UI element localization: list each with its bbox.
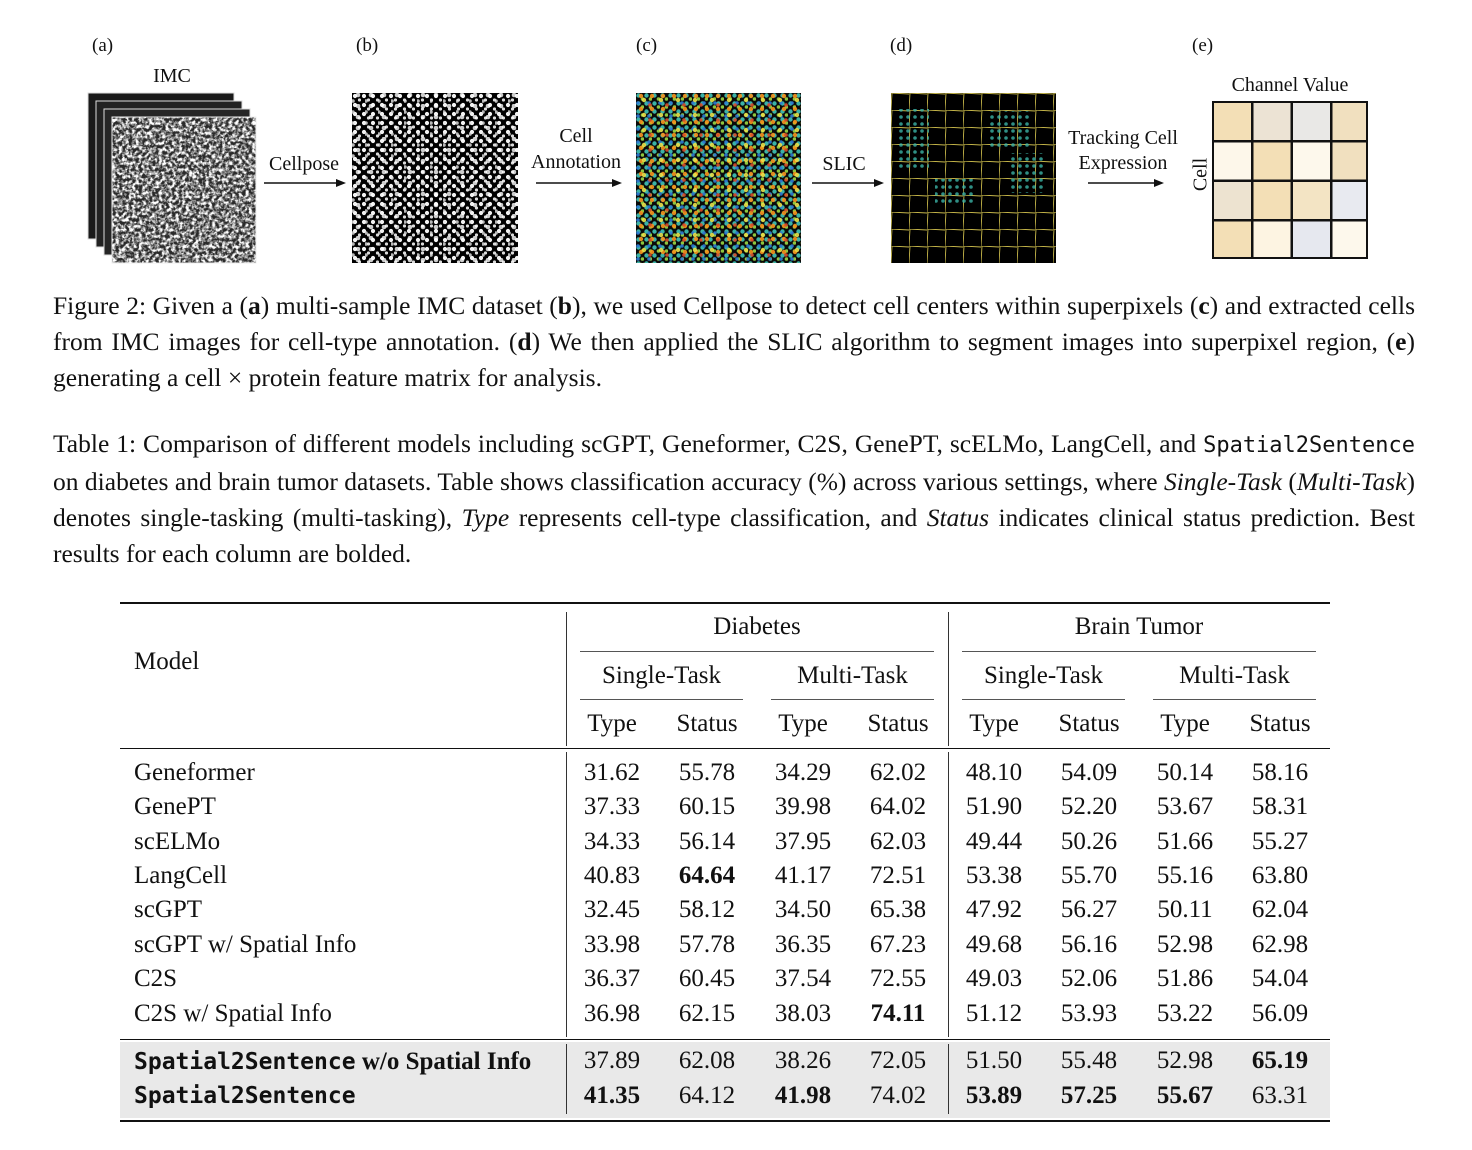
panel-label-b: (b) [356, 35, 379, 56]
subgroup-header: Multi-Task [797, 662, 908, 689]
table-cell: 41.17 [774, 862, 832, 889]
slic-superpixel-image [891, 93, 1056, 263]
table-cell: 53.38 [965, 862, 1023, 889]
matrix-cell [1254, 103, 1291, 140]
subgroup-header: Single-Task [983, 662, 1104, 689]
table-cell: 62.02 [869, 759, 927, 786]
table-cell: 53.93 [1060, 1000, 1118, 1027]
column-header-status: Status [867, 710, 929, 737]
table-cell: 55.78 [678, 759, 736, 786]
model-name: C2S w/ Spatial Info [134, 1000, 332, 1027]
table-mid-rule [120, 1039, 1330, 1040]
table-cell: 55.16 [1156, 862, 1214, 889]
column-header-type: Type [587, 710, 637, 737]
table-cell: 53.89 [965, 1082, 1023, 1109]
table-cell: 56.09 [1251, 1000, 1309, 1027]
arrow-label-slic: SLIC [822, 153, 866, 175]
column-header-type: Type [1160, 710, 1210, 737]
table-cell: 52.20 [1060, 793, 1118, 820]
matrix-cell [1293, 182, 1330, 219]
cell-channel-matrix [1212, 101, 1368, 259]
column-header-status: Status [1249, 710, 1311, 737]
table-bottom-rule [120, 1120, 1330, 1122]
table-cell: 74.11 [870, 1000, 926, 1027]
model-name: scGPT w/ Spatial Info [134, 931, 357, 958]
table-cell: 64.64 [678, 862, 736, 889]
matrix-cell [1333, 143, 1369, 180]
table-cell: 51.12 [965, 1000, 1023, 1027]
table-cell: 49.03 [965, 965, 1023, 992]
model-name: scGPT [134, 896, 203, 923]
table-cell: 60.15 [678, 793, 736, 820]
model-name: scELMo [134, 828, 221, 855]
table-cell: 65.19 [1251, 1047, 1309, 1074]
table-cell: 33.98 [583, 931, 641, 958]
table-cell: 58.31 [1251, 793, 1309, 820]
panel-label-e: (e) [1192, 35, 1214, 56]
table-cell: 52.06 [1060, 965, 1118, 992]
matrix-cell [1293, 103, 1330, 140]
table-cell: 62.03 [869, 828, 927, 855]
matrix-cell [1293, 222, 1330, 259]
table-cell: 32.45 [583, 896, 641, 923]
table-cell: 40.83 [583, 862, 641, 889]
table-cell: 55.27 [1251, 828, 1309, 855]
column-header-status: Status [676, 710, 738, 737]
matrix-cell [1333, 103, 1369, 140]
model-name-ours [134, 1048, 531, 1076]
table-cell: 39.98 [774, 793, 832, 820]
panel-label-a: (a) [92, 35, 114, 56]
table-cell: 51.50 [965, 1047, 1023, 1074]
model-header: Model [134, 648, 200, 675]
table-cell: 62.04 [1251, 896, 1309, 923]
matrix-cell [1254, 182, 1291, 219]
sub-rule [1153, 699, 1316, 700]
table-cell: 74.02 [869, 1082, 927, 1109]
figure-caption: Figure 2: Given a (a) multi-sample IMC dataset (b), we used Cellpose to detect cell centers within superpixels (c) and extracted cells from IMC images for cell-type annotation. (d) We then applied the SLIC algorithm to segment images into superpixel region, (e) generating a cell × protein feature matrix for analysis. [53, 291, 1415, 392]
table-cell: 62.98 [1251, 931, 1309, 958]
group-rule-brain [962, 651, 1316, 652]
table-cell: 55.70 [1060, 862, 1118, 889]
matrix-title: Channel Value [1231, 74, 1349, 96]
table-cell: 56.27 [1060, 896, 1118, 923]
arrow-right-icon [810, 177, 886, 189]
table-cell: 47.92 [965, 896, 1023, 923]
table-cell: 52.98 [1156, 1047, 1214, 1074]
subgroup-header: Single-Task [601, 662, 722, 689]
table-caption: Table 1: Comparison of different models including scGPT, Geneformer, C2S, GenePT, scELMo, LangCell, and Spatial2Sentence on diabetes and brain tumor datasets. Table shows classification accuracy (%) across various settings, where Single-Task (Multi-Task) denotes single-tasking (multi-tasking), Type represents cell-type classification, and Status indicates clinical status prediction. Best results for each column are bolded. [53, 429, 1415, 568]
sub-rule [962, 699, 1125, 700]
table-cell: 52.98 [1156, 931, 1214, 958]
model-name: Geneformer [134, 759, 255, 786]
matrix-side-label: Cell [1189, 157, 1212, 192]
group-rule-diabetes [580, 651, 934, 652]
table-cell: 63.31 [1251, 1082, 1309, 1109]
imc-stack-image [86, 92, 258, 264]
arrow-label-tracking-cell: Tracking Cell [1068, 127, 1178, 149]
table-cell: 37.54 [774, 965, 832, 992]
model-name-ours [134, 1083, 356, 1109]
table-cell: 37.33 [583, 793, 641, 820]
table-cell: 41.35 [583, 1082, 641, 1109]
table-cell: 67.23 [869, 931, 927, 958]
table-cell: 62.15 [678, 1000, 736, 1027]
table-cell: 56.14 [678, 828, 736, 855]
arrow-label-expression: Expression [1078, 152, 1168, 174]
matrix-cell [1214, 143, 1251, 180]
table-cell: 57.78 [678, 931, 736, 958]
table-cell: 34.50 [774, 896, 832, 923]
group-header-brain-tumor: Brain Tumor [1074, 613, 1204, 640]
table-cell: 72.05 [869, 1047, 927, 1074]
matrix-cell [1214, 182, 1251, 219]
model-name-mono: Spatial2Sentence [134, 1083, 356, 1109]
subgroup-header: Multi-Task [1179, 662, 1290, 689]
arrow-right-icon [1086, 177, 1166, 189]
matrix-cell [1214, 222, 1251, 259]
model-name: LangCell [134, 862, 228, 889]
table-header-rule [120, 748, 1330, 749]
table-cell: 55.67 [1156, 1082, 1214, 1109]
model-name-suffix: w/o Spatial Info [355, 1048, 532, 1075]
table-cell: 62.08 [678, 1047, 736, 1074]
matrix-cell [1254, 222, 1291, 259]
cell-annotation-image [636, 93, 801, 263]
table-cell: 63.80 [1251, 862, 1309, 889]
model-name-mono: Spatial2Sentence [134, 1049, 356, 1075]
table-cell: 55.48 [1060, 1047, 1118, 1074]
table-cell: 64.12 [678, 1082, 736, 1109]
arrow-label-annotation: Annotation [531, 151, 621, 173]
table-cell: 57.25 [1060, 1082, 1118, 1109]
table-cell: 53.22 [1156, 1000, 1214, 1027]
cellpose-mask-image [352, 93, 518, 263]
column-header-status: Status [1058, 710, 1120, 737]
matrix-cell [1214, 103, 1251, 140]
table-top-rule [120, 602, 1330, 604]
table-cell: 36.37 [583, 965, 641, 992]
table-cell: 37.95 [774, 828, 832, 855]
table-cell: 51.66 [1156, 828, 1214, 855]
arrow-right-icon [262, 177, 348, 189]
sub-rule [771, 699, 934, 700]
table-cell: 36.98 [583, 1000, 641, 1027]
column-header-type: Type [778, 710, 828, 737]
group-header-diabetes: Diabetes [713, 613, 801, 640]
table-cell: 48.10 [965, 759, 1023, 786]
table-cell: 51.86 [1156, 965, 1214, 992]
table-cell: 56.16 [1060, 931, 1118, 958]
table-cell: 58.16 [1251, 759, 1309, 786]
table-cell: 49.44 [965, 828, 1023, 855]
arrow-label-cell: Cell [559, 125, 593, 147]
table-cell: 50.11 [1157, 896, 1213, 923]
table-cell: 72.51 [869, 862, 927, 889]
table-cell: 64.02 [869, 793, 927, 820]
matrix-cell [1293, 143, 1330, 180]
table-cell: 72.55 [869, 965, 927, 992]
table-cell: 60.45 [678, 965, 736, 992]
table-cell: 36.35 [774, 931, 832, 958]
table-cell: 31.62 [583, 759, 641, 786]
table-cell: 34.33 [583, 828, 641, 855]
arrow-label-cellpose: Cellpose [269, 153, 339, 175]
matrix-cell [1254, 143, 1291, 180]
table-cell: 51.90 [965, 793, 1023, 820]
table-cell: 65.38 [869, 896, 927, 923]
table-cell: 58.12 [678, 896, 736, 923]
table-cell: 50.26 [1060, 828, 1118, 855]
model-name: C2S [134, 965, 178, 992]
matrix-cell [1333, 222, 1369, 259]
table-cell: 34.29 [774, 759, 832, 786]
table-cell: 53.67 [1156, 793, 1214, 820]
arrow-right-icon [534, 177, 624, 189]
table-cell: 49.68 [965, 931, 1023, 958]
column-header-type: Type [969, 710, 1019, 737]
sub-rule [580, 699, 743, 700]
table-cell: 38.03 [774, 1000, 832, 1027]
table-cell: 37.89 [583, 1047, 641, 1074]
table-cell: 50.14 [1156, 759, 1214, 786]
panel-label-d: (d) [890, 35, 913, 56]
table-cell: 54.04 [1251, 965, 1309, 992]
model-name: GenePT [134, 793, 216, 820]
panel-label-c: (c) [636, 35, 658, 56]
table-cell: 38.26 [774, 1047, 832, 1074]
imc-label: IMC [153, 65, 191, 87]
matrix-cell [1333, 182, 1369, 219]
table-cell: 54.09 [1060, 759, 1118, 786]
table-cell: 41.98 [774, 1082, 832, 1109]
